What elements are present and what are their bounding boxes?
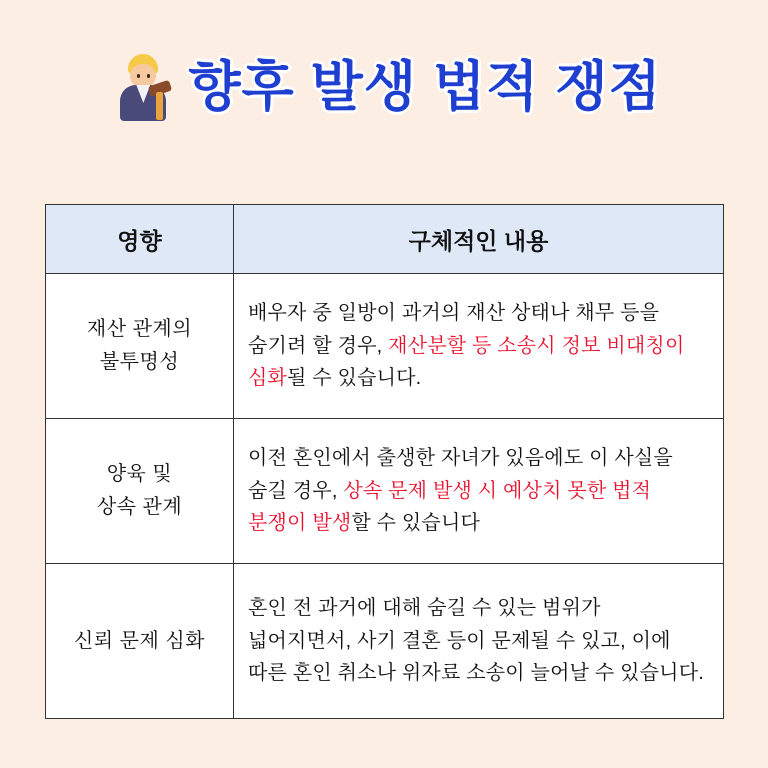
page-title: 향후 발생 법적 쟁점 [188,57,662,117]
legal-issues-table [45,204,724,719]
legal-issues-table-wrapper [45,204,723,719]
detail-cell [234,564,724,719]
table-row [46,564,724,719]
detail-text-highlight: 재산분할 등 소송시 정보 비대칭이 심화 [248,334,685,390]
detail-text-plain: 배우자 중 일방이 과거의 재산 상태나 채무 등을 숨기려 할 경우, [248,302,660,357]
effect-line: 재산 관계의 [86,318,193,340]
effect-cell [46,274,234,419]
effect-cell [46,564,234,719]
detail-cell [234,274,724,419]
detail-text-plain: 할 수 있습니다 [351,512,480,535]
effect-line: 양육 및 [106,463,173,485]
page-header [0,0,768,122]
table-header-row [46,205,724,274]
table-row [46,419,724,564]
column-header-effect: 영향 [46,205,234,274]
detail-text-plain: 될 수 있습니다. [287,367,422,390]
effect-cell [46,419,234,564]
table-row [46,274,724,419]
effect-line: 신뢰 문제 심화 [73,629,206,652]
effect-line: 불투명성 [99,351,180,373]
detail-cell [234,419,724,564]
detail-text-highlight: 상속 문제 발생 시 예상치 못한 법적 분쟁이 발생 [248,479,652,535]
judge-with-gavel-icon [116,52,178,122]
detail-text-plain: 혼인 전 과거에 대해 숨길 수 있는 범위가 넓어지면서, 사기 결혼 등이 문제될 수 있고, 이에 따른 혼인 취소나 위자료 소송이 늘어날 수 있습니다. [248,597,704,685]
effect-line: 상속 관계 [96,496,183,518]
column-header-detail: 구체적인 내용 [234,205,724,274]
detail-text-plain: 이전 혼인에서 출생한 자녀가 있음에도 이 사실을 숨길 경우, [248,447,673,502]
